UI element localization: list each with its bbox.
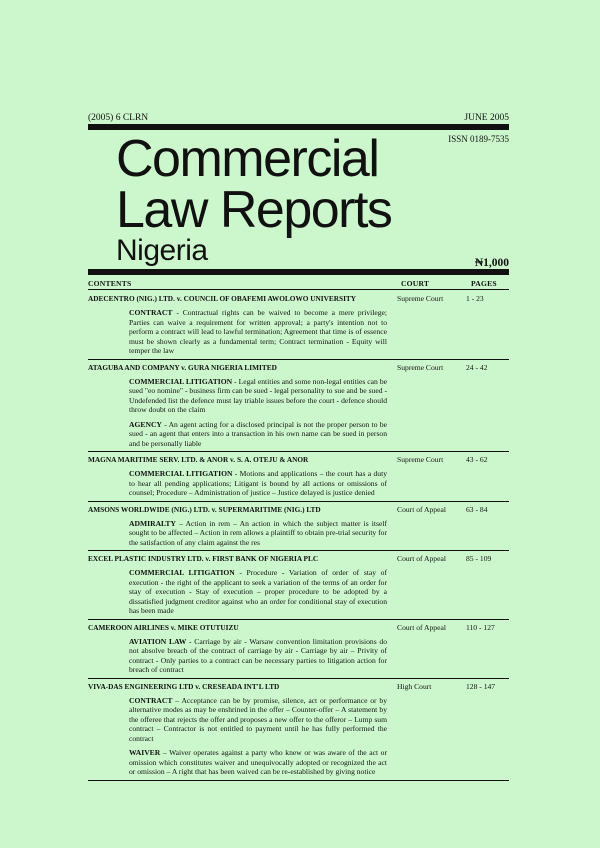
case-title: MAGNA MARITIME SERV. LTD. & ANOR v. S. A. OTEJU & ANOR	[88, 455, 309, 464]
case-summary	[129, 748, 387, 777]
page-range: 110 - 127	[466, 622, 495, 632]
case-summary	[129, 568, 387, 616]
summary-text: – Waiver operates against a party who knew or was aware of the act or omission which constitutes waiver and unequivocally adopted or recognized the act or omission – A right that has been waived can be re-established by giving notice	[129, 748, 387, 776]
title-line-2: Law Reports	[116, 181, 392, 239]
court-name: Supreme Court	[397, 294, 444, 303]
summary-text: - Contractual rights can be waived to become a mere privilege; Parties can waive a requirement for written approval; a party's intention not to perform a contract will lead to lawful termination; Agreement that time is of essence must be shown clearly as a fundamental term; Contract termination - Equity will temper the law	[129, 308, 387, 355]
case-title: EXCEL PLASTIC INDUSTRY LTD. v. FIRST BANK OF NIGERIA PLC	[88, 554, 319, 563]
pages-column-label: PAGES	[471, 279, 497, 288]
summary-heading: CONTRACT	[129, 695, 173, 705]
case-summary	[129, 519, 387, 548]
court-name: Supreme Court	[397, 362, 444, 372]
summary-text: – Acceptance can be by promise, silence, act or performance or by alternative modes as may be enshrined in the offer – Counter-offer – A statement by the offeree that rejects the offer and proposes a new offer to the offeror – Lump sum contract – Contractor is not entitled to payment until he has fully performed the contract	[129, 695, 387, 743]
court-name: High Court	[397, 681, 432, 691]
case-summary	[129, 696, 387, 744]
entry-header	[88, 622, 509, 633]
issn: ISSN 0189-7535	[448, 134, 509, 144]
entry-header	[88, 553, 509, 564]
title-line-1: Commercial	[116, 130, 379, 188]
summary-text: - Legal entities and some non-legal entities can be sued "eo nomine" - business firm can be sued - legal personality to sue and be sued - Undefended list the defence must lay triable issues before the court - defence should throw doubt on the claim	[129, 376, 387, 414]
case-summary	[129, 420, 387, 449]
contents-entry	[88, 360, 509, 453]
case-summary	[129, 377, 387, 415]
summary-heading: ADMIRALTY	[129, 518, 176, 528]
summary-heading: CONTRACT	[129, 308, 173, 317]
entry-header	[88, 293, 509, 304]
citation: (2005) 6 CLRN	[88, 113, 149, 123]
summary-text: - Motions and applications – the court has a duty to hear all pending applications; Litigant is bound by all actions or omissions of counsel; Procedure – Administration of justice – Justice delayed is justice denied	[129, 469, 387, 497]
case-title: ADECENTRO (NIG.) LTD. v. COUNCIL OF OBAFEMI AWOLOWO UNIVERSITY	[88, 294, 357, 303]
case-summary	[129, 469, 387, 498]
summary-heading: AVIATION LAW	[129, 636, 187, 646]
summary-heading: WAIVER	[129, 748, 161, 757]
entry-header	[88, 681, 509, 692]
entry-header	[88, 362, 509, 373]
summary-heading: AGENCY	[129, 419, 162, 429]
court-column-label: COURT	[401, 279, 430, 288]
masthead-title	[116, 130, 392, 267]
page-range: 43 - 62	[466, 455, 488, 464]
summary-text: - Procedure - Variation of order of stay of execution - the right of the applicant to seek a variation of the terms of an order for stay of execution - Stay of execution – proper procedure to be adopted by a dissatisfied judgment creditor against who an order for conditional stay of execution has been made	[129, 568, 387, 615]
entry-header	[88, 454, 509, 465]
summary-heading: COMMERCIAL LITIGATION	[129, 376, 233, 386]
contents-entry	[88, 291, 509, 360]
summary-text: - An agent acting for a disclosed principal is not the proper person to be sued - an agent that enters into a transaction in his own name can be sued in person and be personally liable	[129, 419, 387, 448]
court-name: Supreme Court	[397, 455, 444, 464]
summary-text: – Action in rem – An action in which the subject matter is itself sought to be affected – Action in rem allows a plaintiff to obtain pre-trial security for the satisfaction of any claim against the res	[129, 518, 387, 547]
title-line-3: Nigeria	[116, 234, 208, 267]
contents-entry	[88, 452, 509, 502]
contents-rule	[88, 269, 509, 275]
page-range: 128 - 147	[466, 681, 496, 691]
contents-column-label: CONTENTS	[88, 279, 132, 288]
page-range: 63 - 84	[466, 504, 488, 514]
case-title: CAMEROON AIRLINES v. MIKE OTUTUIZU	[88, 622, 239, 632]
price: ₦1,000	[474, 257, 509, 269]
summary-heading: COMMERCIAL LITIGATION	[129, 469, 233, 478]
case-title: AMSONS WORLDWIDE (NIG.) LTD. v. SUPERMARITIME (NIG.) LTD	[88, 504, 321, 514]
case-summary	[129, 308, 387, 356]
page-range: 24 - 42	[466, 362, 488, 372]
contents-entry	[88, 551, 509, 620]
summary-heading: COMMERCIAL LITIGATION	[129, 568, 235, 577]
contents-list	[88, 291, 509, 781]
contents-entry	[88, 502, 509, 552]
court-name: Court of Appeal	[397, 554, 446, 563]
contents-header-rule	[88, 289, 509, 290]
contents-entry	[88, 620, 509, 679]
case-title: ATAGUBA AND COMPANY v. GURA NIGERIA LIMITED	[88, 362, 277, 372]
page-range: 1 - 23	[466, 294, 484, 303]
entry-header	[88, 504, 509, 515]
header-line	[88, 113, 509, 123]
page-range: 85 - 109	[466, 554, 492, 563]
issue-date: JUNE 2005	[464, 113, 509, 123]
case-summary	[129, 637, 387, 675]
case-title: VIVA-DAS ENGINEERING LTD v. CRESEADA INT'L LTD	[88, 681, 280, 691]
contents-entry	[88, 679, 509, 781]
summary-text: - Carriage by air - Warsaw convention limitation provisions do not absolve breach of the contract of carriage by air - Carriage by air – Privity of contract - Only parties to a contract can be necessary parties to litigation action for breach of contract	[129, 636, 387, 674]
court-name: Court of Appeal	[397, 504, 446, 514]
court-name: Court of Appeal	[397, 622, 446, 632]
